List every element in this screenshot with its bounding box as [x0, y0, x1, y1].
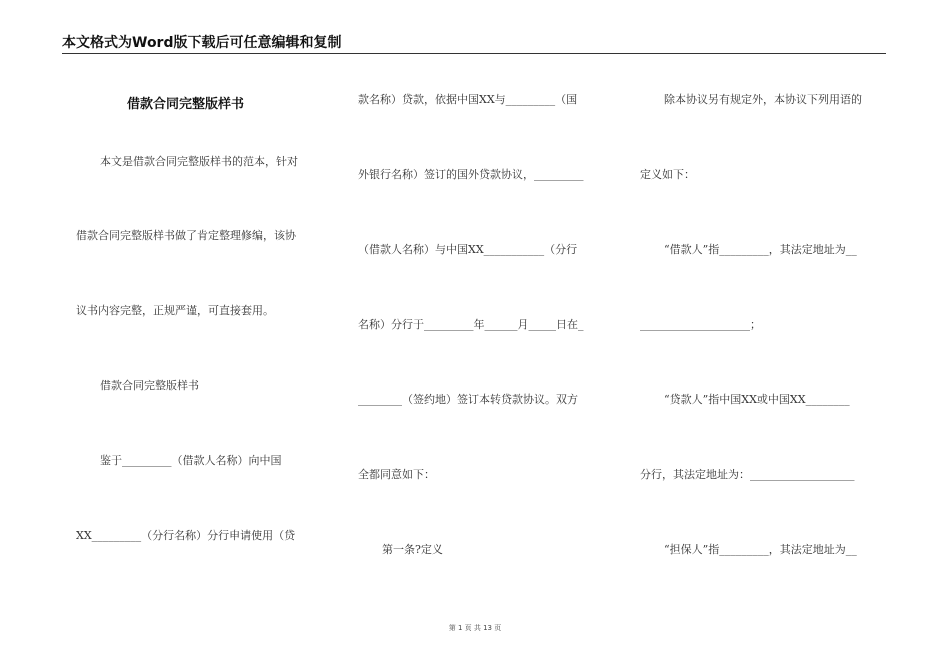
page-number: 第 1 页 共 13 页 — [448, 624, 502, 632]
paragraph-line: 鉴于_________（借款人名称）向中国 — [100, 454, 282, 467]
paragraph-line: 名称）分行于_________年______月_____日在_ — [358, 318, 584, 331]
paragraph-line: “借款人”指_________，其法定地址为__ — [664, 243, 857, 256]
paragraph-line: 除本协议另有规定外，本协议下列用语的 — [664, 93, 862, 106]
paragraph-line: XX_________（分行名称）分行申请使用（贷 — [76, 529, 296, 542]
document-title: 借款合同完整版样书 — [127, 97, 245, 112]
paragraph-line: 款名称）贷款，依据中国XX与_________（国 — [358, 93, 578, 106]
article-heading: 第一条?定义 — [382, 543, 443, 556]
paragraph-line: ____________________； — [640, 318, 761, 331]
paragraph-line: 分行，其法定地址为：___________________ — [640, 468, 855, 481]
paragraph-line: 外银行名称）签订的国外贷款协议，_________ — [358, 168, 584, 181]
document-header: 本文格式为Word版下载后可任意编辑和复制 — [62, 34, 886, 54]
section-heading: 借款合同完整版样书 — [100, 379, 199, 392]
paragraph-line: 借款合同完整版样书做了肯定整理修编，该协 — [76, 229, 296, 242]
paragraph-line: 全都同意如下： — [358, 468, 435, 481]
paragraph-line: “贷款人”指中国XX或中国XX________ — [664, 393, 850, 406]
paragraph-line: 定义如下： — [640, 168, 695, 181]
paragraph-line: 议书内容完整，正规严谨，可直接套用。 — [76, 304, 274, 317]
paragraph-line: ________（签约地）签订本转贷款协议。双方 — [358, 393, 578, 406]
paragraph-line: “担保人”指_________，其法定地址为__ — [664, 543, 857, 556]
paragraph-line: （借款人名称）与中国XX___________（分行 — [358, 243, 578, 256]
paragraph-line: 本文是借款合同完整版样书的范本，针对 — [100, 155, 298, 168]
